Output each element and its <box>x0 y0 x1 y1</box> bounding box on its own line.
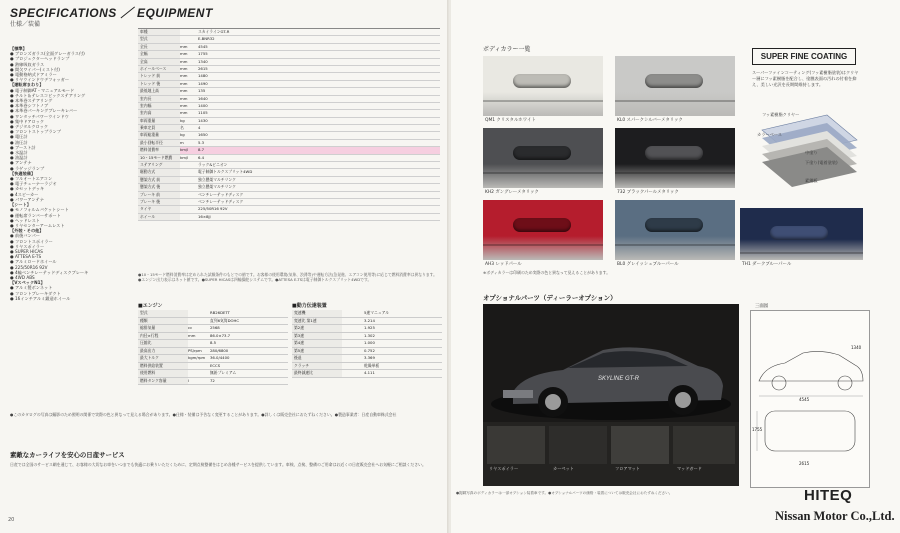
engine-row <box>138 370 288 378</box>
coating-title: SUPER FINE COATING <box>752 48 856 65</box>
color-swatch <box>483 56 603 116</box>
swatch-label: BL0 グレイッシュブルーパール <box>617 262 679 267</box>
spec-label: トレッド 後 <box>138 81 180 87</box>
spec-value: 4 <box>198 125 201 131</box>
spec-label: 全長 <box>138 44 180 50</box>
door-handle <box>645 218 703 232</box>
spec-value: 8.7 <box>198 147 205 153</box>
paint-layer-label: 下塗り(電着塗装) <box>805 160 838 165</box>
color-swatch <box>483 128 603 188</box>
spec-label: 懸架方式 前 <box>138 177 180 183</box>
transmission-label: 変速機 <box>292 310 342 317</box>
spec-table <box>138 28 440 221</box>
spec-value: スカイラインGT-R <box>198 29 230 34</box>
engine-label: 圧縮比 <box>138 340 188 347</box>
spec-unit: km/l <box>180 154 189 160</box>
spec-label: 室内高 <box>138 110 180 116</box>
equipment-item: 【VスペックN1】 <box>10 280 45 286</box>
spec-value: E-BNR32 <box>198 36 215 42</box>
engine-unit: l <box>188 377 190 383</box>
engine-label: 総排気量 <box>138 325 188 332</box>
engine-table <box>138 310 288 385</box>
equipment-item: 【標準】 <box>10 46 27 51</box>
engine-unit <box>188 363 210 370</box>
body-line <box>615 172 735 174</box>
swatch-label: AH3 レッドパール <box>485 262 522 267</box>
spec-row <box>138 96 440 103</box>
width-value: 1755 <box>752 427 763 432</box>
equipment-item: ● 4輪ベンチレーテッドディスクブレーキ <box>10 269 89 275</box>
equipment-item: ● フルオートエアコン <box>10 176 53 182</box>
equipment-item: ● 熱線吸収ガラス <box>10 61 45 67</box>
swatch-label: 732 ブラックパールメタリック <box>617 190 679 195</box>
equipment-item: ● 4スピーカー <box>10 191 39 197</box>
engine-row <box>138 378 288 386</box>
door-handle <box>645 146 703 160</box>
spec-unit: kg <box>180 132 185 138</box>
spec-unit: mm <box>180 43 188 49</box>
equipment-item: ● リヤスポイラー <box>10 243 45 249</box>
spec-unit <box>180 184 198 190</box>
spec-value: 1490 <box>198 80 208 86</box>
swatch-label: TH1 ダークブルーパール <box>742 262 792 267</box>
transmission-unit <box>342 355 364 362</box>
spec-row <box>138 81 440 88</box>
spec-value: ベンチレーテッドディスク <box>198 198 244 204</box>
spec-row <box>138 103 440 110</box>
transmission-value: 3.214 <box>364 317 375 323</box>
equipment-item: 【シート】 <box>10 202 31 208</box>
equipment-item: 【外装・その他】 <box>10 228 44 234</box>
engine-value: ECCS <box>210 362 221 368</box>
transmission-value: 乾燥単板 <box>364 362 380 368</box>
spec-unit: mm <box>180 65 188 71</box>
engine-unit <box>188 318 210 325</box>
engine-value: RB26DETT <box>210 310 230 315</box>
transmission-unit <box>342 310 364 317</box>
engine-row <box>138 363 288 371</box>
spec-unit: mm <box>180 51 188 57</box>
spec-row <box>138 206 440 213</box>
spec-row <box>138 51 440 58</box>
door-handle <box>770 226 828 240</box>
body-line <box>740 252 863 254</box>
spec-label: ブレーキ 後 <box>138 199 180 205</box>
engine-value: 86.0×73.7 <box>210 332 231 338</box>
equipment-item: ● 本革巻シフトノブ <box>10 103 49 109</box>
equipment-item: ● ラゲッジランプ <box>10 165 45 171</box>
engine-header: ■エンジン <box>138 303 163 309</box>
spec-unit: mm <box>180 95 188 101</box>
transmission-label: クラッチ <box>292 363 342 370</box>
spec-label: ブレーキ 前 <box>138 192 180 198</box>
option-photo <box>483 304 739 486</box>
paint-layer-label: カラーベース <box>757 132 782 137</box>
spec-label: 懸架方式 後 <box>138 184 180 190</box>
spec-unit: mm <box>180 102 188 108</box>
equipment-item: ● 前後バンパー <box>10 233 40 239</box>
transmission-label: 最終減速比 <box>292 370 342 377</box>
spec-value: 1340 <box>198 58 208 64</box>
engine-row <box>138 325 288 333</box>
spec-row <box>138 118 440 125</box>
transmission-row <box>292 355 442 363</box>
transmission-row <box>292 370 442 378</box>
color-swatch <box>483 200 603 260</box>
spec-unit: mm <box>180 58 188 64</box>
spec-unit <box>180 162 198 168</box>
spec-value: 1105 <box>198 110 208 116</box>
spec-label: 車両総重量 <box>138 132 180 138</box>
transmission-row <box>292 318 442 326</box>
swatch-label: KL0 スパークシルバーメタリック <box>617 118 683 123</box>
equipment-item: ● アンテナ <box>10 160 32 166</box>
transmission-table <box>292 310 442 378</box>
spec-unit <box>180 169 198 175</box>
engine-value: 2568 <box>210 325 220 330</box>
engine-label: 使用燃料 <box>138 370 188 377</box>
spec-row <box>138 155 440 162</box>
option-caption: フロアマット <box>615 466 640 471</box>
equipment-item: ● 運転席ランバーサポート <box>10 212 61 218</box>
wheelbase-value: 2615 <box>799 461 810 466</box>
spec-value: 1755 <box>198 51 208 57</box>
equipment-item: ● 間欠ワイパー(ミスト付) <box>10 66 60 72</box>
transmission-label: 後退 <box>292 355 342 362</box>
spec-row <box>138 199 440 206</box>
spec-unit: mm <box>180 80 188 86</box>
equipment-item: ● リヤセンターアームレスト <box>10 222 65 228</box>
transmission-header: ■動力伝達装置 <box>292 303 327 309</box>
length-value: 4545 <box>799 397 810 402</box>
spec-label: 乗車定員 <box>138 125 180 131</box>
engine-label: 種類 <box>138 318 188 325</box>
spec-row <box>138 59 440 66</box>
door-handle <box>513 74 571 88</box>
page-title: SPECIFICATIONS ／ EQUIPMENT <box>10 6 213 20</box>
transmission-row <box>292 325 442 333</box>
transmission-value: 1.925 <box>364 325 375 330</box>
engine-unit: cc <box>188 325 193 330</box>
spec-value: 2615 <box>198 65 208 71</box>
transmission-label: 第4速 <box>292 340 342 347</box>
spec-value: ベンチレーテッドディスク <box>198 191 244 197</box>
dimension-drawing <box>750 310 870 488</box>
spec-label: 車種 <box>138 29 180 35</box>
transmission-unit <box>342 333 364 340</box>
transmission-label: 第3速 <box>292 333 342 340</box>
spec-value: 独立懸架マルチリンク <box>198 184 236 190</box>
equipment-item: ● アルミロードホイール <box>10 259 57 265</box>
engine-value: 36.0/4400 <box>210 355 230 360</box>
engine-unit <box>188 370 210 377</box>
engine-label: 燃料タンク容量 <box>138 378 188 385</box>
engine-label: 最高出力 <box>138 348 188 355</box>
car-illustration <box>483 304 739 486</box>
catalog-disclaimer: ●このカタログの写真は撮影のため照明の関係で実際の色と異なって見える場合があります。●仕様・装備は予告なく変更することがあります。●詳しくは販売会社におたずねください。●製造事業者：日産自動車株式会社 <box>10 412 397 417</box>
equipment-item: ● フロントブレーキダクト <box>10 290 61 296</box>
door-handle <box>513 146 571 160</box>
left-page <box>0 0 449 533</box>
spec-unit <box>180 177 198 183</box>
spec-unit: m <box>180 139 184 145</box>
equipment-item: ● パワーアンテナ <box>10 196 44 202</box>
engine-unit: kgm/rpm <box>188 355 206 360</box>
equipment-item: ● 油圧計 <box>10 139 28 145</box>
equipment-item: ● モノフォルムバケットシート <box>10 207 69 213</box>
equipment-item: ● アルミ製ボンネット <box>10 285 53 291</box>
equipment-item: ● ワンタッチパワーウインドウ <box>10 113 69 119</box>
equipment-item: ● 電子制御AT・マニュアルモード <box>10 87 75 93</box>
spec-value: 1640 <box>198 95 208 101</box>
spec-value: 225/50R16 92V <box>198 206 228 212</box>
body-line <box>483 172 603 174</box>
swatch-label: QM1 クリスタルホワイト <box>485 118 536 123</box>
spec-unit: 名 <box>180 125 184 131</box>
spec-value: 6.4 <box>198 154 205 160</box>
dims-header: 三面図 <box>755 304 769 309</box>
engine-unit: mm <box>188 332 196 338</box>
spec-label: ホイールベース <box>138 66 180 72</box>
paint-layer-diagram <box>757 110 863 188</box>
spec-row <box>138 44 440 51</box>
equipment-item: ● SUPER HICAS <box>10 248 43 254</box>
engine-unit <box>188 310 210 317</box>
transmission-unit <box>342 318 364 325</box>
spec-unit <box>180 192 198 198</box>
engine-value: 直列6気筒DOHC <box>210 317 240 323</box>
spec-row <box>138 110 440 117</box>
height-value: 1340 <box>851 345 862 350</box>
body-line <box>483 244 603 246</box>
spec-notes: ●10・15モード燃料消費率は定められた試験条件のもとでの値です。お客様の使用環境(気象、渋滞等)や運転方法(急発進、エアコン使用等)に応じて燃料消費率は異なります。●エンジン出力表示はネット値です。●SUPER HICASは四輪操舵システムです。●ATTESA E-TSは電子制御トルクスプリット4WDです。 <box>138 272 437 282</box>
engine-row <box>138 318 288 326</box>
spec-label: トレッド 前 <box>138 73 180 79</box>
spec-unit <box>180 206 198 212</box>
color-swatch <box>615 56 735 116</box>
engine-row <box>138 348 288 356</box>
car-emblem: SKYLINE GT-R <box>598 376 640 382</box>
spec-label: ホイール <box>138 214 180 220</box>
engine-value: 無鉛プレミアム <box>210 370 237 375</box>
nissan-logo: Nissan Motor Co.,Ltd. <box>775 509 895 523</box>
equipment-item: ● ヘッドレスト <box>10 217 40 223</box>
spec-value: 1650 <box>198 132 208 138</box>
spec-row <box>138 88 440 95</box>
spec-unit: mm <box>180 110 188 116</box>
transmission-label: 第5速 <box>292 348 342 355</box>
equipment-item: 【運転席まわり】 <box>10 82 44 88</box>
spec-row <box>138 192 440 199</box>
color-heading: ボディカラー一覧 <box>483 46 531 53</box>
transmission-value: 3.369 <box>364 355 375 360</box>
spec-value: 5.3 <box>198 139 205 145</box>
spec-row <box>138 162 440 169</box>
transmission-label: 第2速 <box>292 325 342 332</box>
spec-row <box>138 169 440 176</box>
spec-value: 1400 <box>198 102 208 108</box>
spec-label: 室内幅 <box>138 103 180 109</box>
page-number: 20 <box>8 517 15 523</box>
spec-row <box>138 214 440 221</box>
colors-note: ※ボディカラーは印刷のため実際の色と異なって見えることがあります。 <box>483 270 611 275</box>
spec-row <box>138 66 440 73</box>
body-line <box>615 244 735 246</box>
paint-layer-label: フッ素樹脂クリヤー <box>762 112 800 117</box>
equipment-item: ● 電子チューナーラジオ <box>10 181 57 187</box>
option-title: オプショナルパーツ（ディーラーオプション） <box>483 294 617 302</box>
engine-row <box>138 333 288 341</box>
equipment-item: ● 225/50R16 92V <box>10 264 48 270</box>
equipment-item: ● 集中ドアロック <box>10 118 45 124</box>
equipment-item: ● 4WD ABS <box>10 274 35 280</box>
spec-row <box>138 184 440 191</box>
spec-value: 135 <box>198 88 206 94</box>
engine-value: 72 <box>210 377 215 383</box>
equipment-item: ● 本革巻パーキングブレーキレバー <box>10 108 78 114</box>
equipment-item: ● 水温計 <box>10 150 28 156</box>
engine-label: 最大トルク <box>138 355 188 362</box>
spec-unit <box>180 199 198 205</box>
spec-row <box>138 73 440 80</box>
transmission-value: 5速マニュアル <box>364 310 390 315</box>
equipment-item: ● チルト＆テレスコピックステアリング <box>10 92 86 98</box>
transmission-value: 4.111 <box>364 370 375 375</box>
spec-row <box>138 125 440 132</box>
door-handle <box>513 218 571 232</box>
transmission-unit <box>342 348 364 355</box>
spec-row <box>138 147 440 154</box>
car-blueprint <box>751 311 869 487</box>
spec-label: タイヤ <box>138 206 180 212</box>
spec-value: 独立懸架マルチリンク <box>198 176 236 182</box>
paint-layer-label: 中塗り <box>805 150 818 155</box>
transmission-value: 1.302 <box>364 332 375 338</box>
spec-row <box>138 140 440 147</box>
paint-layer-label: 素鋼板 <box>805 178 818 183</box>
spec-unit <box>180 36 198 42</box>
engine-label: 燃料供給装置 <box>138 363 188 370</box>
option-caption: リヤスポイラー <box>489 466 519 471</box>
spec-row <box>138 36 440 43</box>
option-caption: マッドガード <box>677 466 702 471</box>
engine-label: 型式 <box>138 310 188 317</box>
spec-row <box>138 29 440 36</box>
equipment-item: ● ATTESA E-TS <box>10 254 42 260</box>
transmission-unit <box>342 340 364 347</box>
option-caption: カーペット <box>553 466 574 471</box>
equipment-item: ● ブロンズガラス(全面グレーガラス付) <box>10 51 85 57</box>
spec-value: 16×8JJ <box>198 213 211 219</box>
spec-label: 燃料消費率 <box>138 147 180 153</box>
service-paragraph: 日産では全国のサービス網を通じて、お客様の大切なお車をいつまでも快適にお乗りいただくために、定期点検整備をはじめ各種サービスを提供しています。車検、点検、整備のご用命はお近くの日産販売会社へお気軽にご相談ください。 <box>10 462 426 467</box>
spec-unit <box>180 214 198 220</box>
equipment-item: ● フロントスポイラー <box>10 238 53 244</box>
body-line <box>615 100 735 102</box>
equipment-item: ● デジタルクロック <box>10 124 49 130</box>
engine-label: 内径×行程 <box>138 333 188 340</box>
spec-label: 室内長 <box>138 96 180 102</box>
engine-value: 8.5 <box>210 340 217 345</box>
engine-value: 280/6800 <box>210 347 229 353</box>
spec-label: 駆動方式 <box>138 169 180 175</box>
engine-row <box>138 355 288 363</box>
color-swatch <box>740 208 863 260</box>
engine-unit: PS/rpm <box>188 347 202 353</box>
transmission-value: 0.752 <box>364 347 375 353</box>
transmission-row <box>292 310 442 318</box>
spec-label: 10・15モード燃費 <box>138 155 180 161</box>
page-subtitle: 仕様／装備 <box>10 21 41 28</box>
coating-text: スーパーファインコーティング(フッ素樹脂塗装)はクリヤー層にフッ素樹脂を配合し、塗膜表面の汚れの付着を抑え、美しい光沢を長期間維持します。 <box>752 70 859 87</box>
color-swatch <box>615 200 735 260</box>
spec-row <box>138 132 440 139</box>
equipment-item: ● 油温計 <box>10 155 28 161</box>
swatch-label: KH2 ガングレーメタリック <box>485 190 539 195</box>
equipment-item: ● 16インチアルミ鍛造ホイール <box>10 295 71 301</box>
spec-value: 1430 <box>198 117 208 123</box>
transmission-label: 変速比 第1速 <box>292 318 342 325</box>
spec-row <box>138 177 440 184</box>
spec-value: 4545 <box>198 43 208 49</box>
spec-unit <box>180 29 198 35</box>
equipment-item: 【快適装備】 <box>10 170 36 176</box>
spec-unit: kg <box>180 117 185 123</box>
equipment-item: ● カセットデッキ <box>10 186 45 192</box>
spec-label: 全高 <box>138 59 180 65</box>
color-swatch <box>615 128 735 188</box>
spec-label: 型式 <box>138 36 180 42</box>
equipment-list <box>10 46 132 301</box>
spec-label: 最小回転半径 <box>138 140 180 146</box>
transmission-row <box>292 340 442 348</box>
spec-value: 電子制御トルクスプリット4WD <box>198 169 253 175</box>
spec-label: 最低地上高 <box>138 88 180 94</box>
transmission-unit <box>342 325 364 332</box>
engine-unit <box>188 340 210 347</box>
spec-unit: mm <box>180 88 188 94</box>
equipment-item: ● プロジェクターヘッドランプ <box>10 56 70 62</box>
transmission-row <box>292 363 442 371</box>
body-line <box>483 100 603 102</box>
transmission-unit <box>342 363 364 370</box>
spec-label: ステアリング <box>138 162 180 168</box>
equipment-item: ● 本革巻ステアリング <box>10 98 53 104</box>
transmission-unit <box>342 370 364 377</box>
spec-label: 車両重量 <box>138 118 180 124</box>
service-heading: 素敵なカーライフを安心の日産サービス <box>10 451 125 459</box>
engine-row <box>138 340 288 348</box>
equipment-item: ● フロントストップランプ <box>10 129 61 135</box>
equipment-item: ● ブースト計 <box>10 144 36 150</box>
footer-note: ●掲載写真のボディカラーは一部オプション装着車です。●オプショナルパーツの価格・装着については販売会社におたずねください。 <box>456 491 673 495</box>
transmission-row <box>292 348 442 356</box>
spec-value: ラック&ピニオン <box>198 162 228 168</box>
engine-row <box>138 310 288 318</box>
hiteq-logo: HITEQ <box>804 487 853 504</box>
transmission-value: 1.000 <box>364 340 375 345</box>
equipment-item: ● 電圧計 <box>10 134 28 140</box>
spec-label: 全幅 <box>138 51 180 57</box>
spec-unit: km/l <box>180 147 189 153</box>
spec-unit: mm <box>180 73 188 79</box>
equipment-item: ● 電動格納式ドアミラー <box>10 72 57 78</box>
spec-value: 1480 <box>198 73 208 79</box>
door-handle <box>645 74 703 88</box>
equipment-item: ● リヤウインドウデフォッガー <box>10 77 70 83</box>
transmission-row <box>292 333 442 341</box>
